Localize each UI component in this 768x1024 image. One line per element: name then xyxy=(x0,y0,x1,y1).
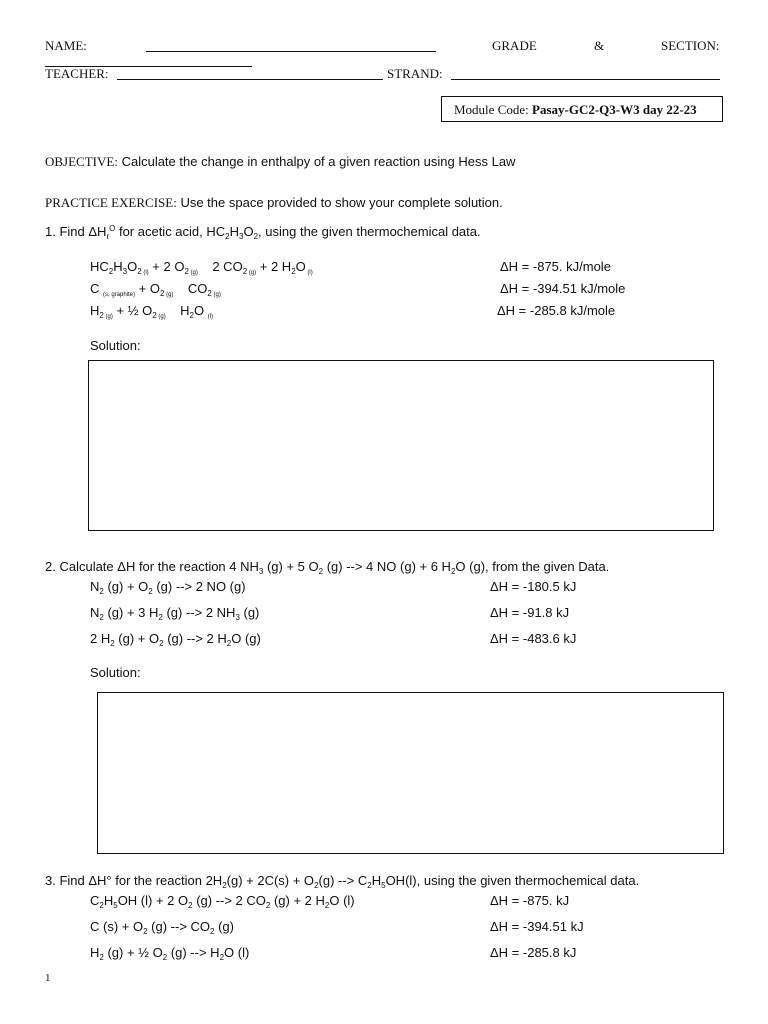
ampersand: & xyxy=(594,38,605,53)
problem-3-reaction-3: $H_2$ (g) + ½ $O_2$ (g) --> $H_2O$ (l) xyxy=(90,945,250,962)
problem-3-reaction-2: C $(s) + O_2$ (g) --> $CO_2$ (g) xyxy=(90,919,234,936)
problem-3-reaction-1: $C_2H_5OH$ (l) + 2 $O_2$ (g) --> 2 $CO_2$ (g) + 2 $H_2O$ (l) xyxy=(90,893,355,910)
module-code xyxy=(454,102,697,118)
problem-1-reaction-1: $HC_2H_3O_2$ $_{(l)}$ + 2 $O_2$ $_{(g)}$ 2 $CO_2$ $_{(g)}$ + 2 $H_2O$ $_{(l)}$ xyxy=(90,259,313,276)
teacher-field[interactable] xyxy=(117,79,383,80)
problem-2-reaction-2: $N_2$ (g) + 3 $H_2$ (g) --> 2 $NH_3$ (g) xyxy=(90,605,260,622)
problem-1-solution-box[interactable] xyxy=(88,360,714,531)
problem-3-dh-3: ΔH = -285.8 kJ xyxy=(490,945,577,960)
page-number: 1 xyxy=(45,972,51,984)
objective-text: Calculate the change in enthalpy of a given reaction using Hess Law xyxy=(121,154,516,169)
strand-label: STRAND: xyxy=(387,66,443,81)
problem-2-reaction-3: 2 $H_2$ $(g) + O_2$ (g) --> 2 $H_2O$ (g) xyxy=(90,631,261,648)
problem-1-dh-2: ΔH = -394.51 kJ/mole xyxy=(500,281,626,296)
practice-label: PRACTICE EXERCISE: xyxy=(45,195,177,210)
problem-1-solution-label: Solution: xyxy=(90,338,141,353)
problem-3-dh-1: ΔH = -875. kJ xyxy=(490,893,570,908)
problem-2-reaction-1: $N_2$ $(g) + O_2$ (g) --> 2 NO (g) xyxy=(90,579,246,596)
name-label: NAME: xyxy=(45,38,87,53)
objective xyxy=(45,154,515,170)
problem-3-prompt: 3. Find ΔH° for the reaction $2H_2(g) + 2C(s) + O_2(g)$ --> $C_2H_5OH(l)$, using the given thermochemical data. xyxy=(45,873,640,890)
problem-2-solution-box[interactable] xyxy=(97,692,724,854)
problem-3-dh-2: ΔH = -394.51 kJ xyxy=(490,919,584,934)
practice-exercise xyxy=(45,195,503,211)
teacher-label: TEACHER: xyxy=(45,66,109,81)
objective-label: OBJECTIVE: xyxy=(45,154,118,169)
grade-label: GRADE xyxy=(492,38,537,53)
module-code-value: Pasay-GC2-Q3-W3 day 22-23 xyxy=(532,102,697,117)
module-code-label: Module Code: xyxy=(454,102,529,117)
problem-2-solution-label: Solution: xyxy=(90,665,141,680)
section-label: SECTION: xyxy=(661,38,720,53)
problem-2-dh-2: ΔH = -91.8 kJ xyxy=(490,605,570,620)
problem-1-dh-3: ΔH = -285.8 kJ/mole xyxy=(497,303,616,318)
problem-1-prompt: 1. Find $\Delta H_r^O$ for acetic acid, $HC_2H_3O_2$, using the given thermochemical data. xyxy=(45,224,481,241)
problem-2-prompt: 2. Calculate ΔH for the reaction 4 $NH_3$ (g) + 5 $O_2$ (g) --> 4 NO (g) + 6 $H_2O$ (g), from the given Data. xyxy=(45,559,610,576)
name-field[interactable] xyxy=(146,51,436,52)
problem-1-dh-1: ΔH = -875. kJ/mole xyxy=(500,259,611,274)
problem-2-dh-3: ΔH = -483.6 kJ xyxy=(490,631,577,646)
problem-2-dh-1: ΔH = -180.5 kJ xyxy=(490,579,577,594)
practice-text: Use the space provided to show your complete solution. xyxy=(180,195,503,210)
problem-1-reaction-3: $H_2$ $_{(g)}$ + ½ $O_2$ $_{(g)}$ $H_2O$ $_{(l)}$ xyxy=(90,303,214,320)
problem-1-reaction-2: C $_{(s, graphite)} + O_2$ $_{(g)}$ $CO_2$ $_{(g)}$ xyxy=(90,281,221,298)
strand-field[interactable] xyxy=(451,79,720,80)
